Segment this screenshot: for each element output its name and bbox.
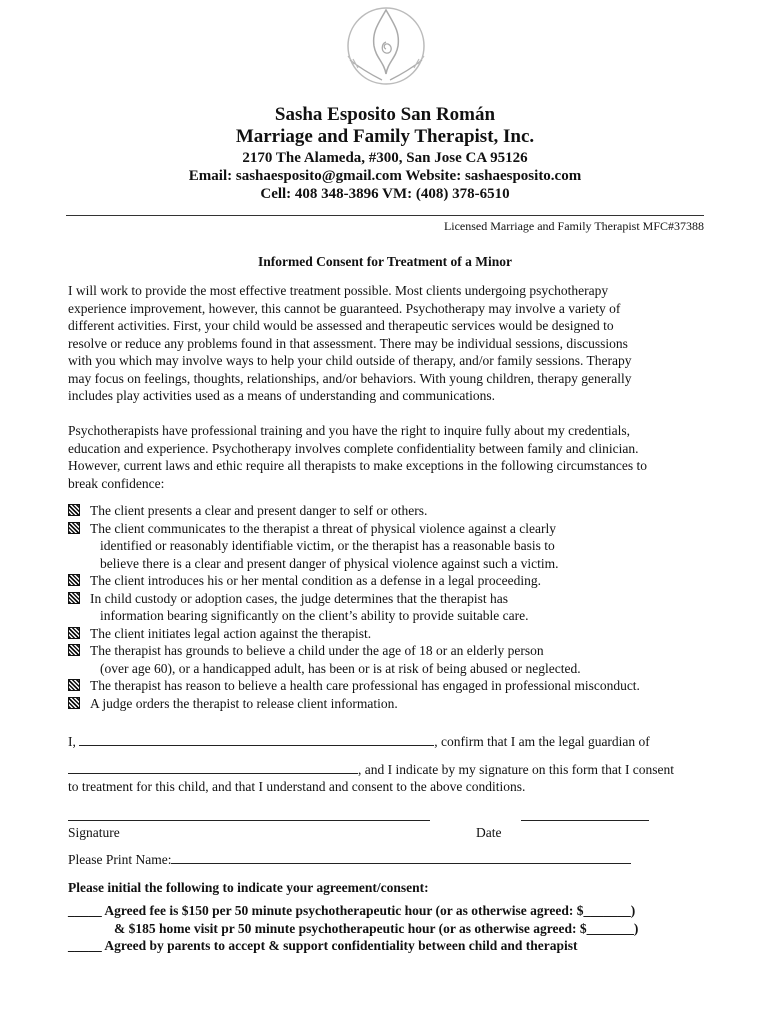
child-name-field[interactable] xyxy=(68,761,358,774)
list-item-text: The client communicates to the therapist a threat of physical violence against a clearly xyxy=(90,520,556,536)
list-item-text: In child custody or adoption cases, the judge determines that the therapist has xyxy=(90,590,509,606)
list-item-text: The therapist has grounds to believe a child under the age of 18 or an elderly person xyxy=(90,643,544,658)
license-number: Licensed Marriage and Family Therapist MFC#37388 xyxy=(443,219,704,233)
exceptions-list xyxy=(68,502,708,712)
guardian-line-3: to treatment for this child, and that I understand and consent to the above conditions. xyxy=(68,779,526,794)
date-field[interactable] xyxy=(521,820,649,821)
paragraph-line: includes play activities used as a means of understanding and communications. xyxy=(68,388,496,403)
signature-label: Signature xyxy=(68,825,120,840)
paragraph-line: break confidence: xyxy=(68,475,165,491)
practice-name: Marriage and Family Therapist, Inc. xyxy=(235,126,535,147)
phone-line: Cell: 408 348-3896 VM: (408) 378-6510 xyxy=(260,186,510,202)
bullet-icon xyxy=(68,644,80,656)
initial-blank[interactable]: _____ xyxy=(68,938,102,953)
list-item-text: (over age 60), or a handicapped adult, has been or is at risk of being abused or neglected. xyxy=(100,660,581,676)
terms-list xyxy=(68,902,708,955)
list-item xyxy=(68,572,708,590)
paragraph-line: with you which may involve ways to help your child outside of therapy, and/or family sessions. Therapy xyxy=(68,353,632,368)
list-item-text: information bearing significantly on the client’s ability to provide suitable care. xyxy=(100,608,529,623)
bullet-icon xyxy=(68,627,80,639)
home-visit-term: & $185 home visit pr 50 minute psychotherapeutic hour (or as otherwise agreed: $_______) xyxy=(114,920,639,936)
list-item-text: A judge orders the therapist to release client information. xyxy=(90,695,398,711)
address: 2170 The Alameda, #300, San Jose CA 95126 xyxy=(242,150,528,166)
list-item xyxy=(68,677,708,695)
bullet-icon xyxy=(68,522,80,534)
contact-line: Email: sashaesposito@gmail.com Website: sashaesposito.com xyxy=(188,168,582,184)
paragraph-line: resolve or reduce any problems found in that assessment. There may be individual sessions, discussions xyxy=(68,335,628,351)
paragraph-line: However, current laws and ethic require all therapists to make exceptions in the following circumstances to xyxy=(68,458,648,473)
guardian-suffix-text: , and I indicate by my signature on this form that I consent xyxy=(358,761,675,777)
paragraph-line: I will work to provide the most effective treatment possible. Most clients undergoing psychotherapy xyxy=(68,283,609,298)
list-item-text: The client initiates legal action against the therapist. xyxy=(90,625,372,641)
list-item-text: believe there is a clear and present danger of physical violence against such a victim. xyxy=(100,555,559,571)
bullet-icon xyxy=(68,574,80,586)
list-item xyxy=(68,642,708,677)
paragraph-confidentiality xyxy=(68,422,708,492)
initial-heading: Please initial the following to indicate your agreement/consent: xyxy=(68,880,429,895)
print-name-field[interactable] xyxy=(171,851,631,864)
header-divider xyxy=(66,215,704,216)
confidentiality-term xyxy=(68,937,708,955)
print-name-label: Please Print Name: xyxy=(68,852,172,867)
initial-blank[interactable]: _____ xyxy=(68,903,102,918)
guardian-line-1 xyxy=(68,733,708,751)
paragraph-treatment xyxy=(68,282,708,405)
guardian-mid-text: , confirm that I am the legal guardian of xyxy=(434,734,650,749)
fee-term-text: Agreed fee is $150 per 50 minute psychotherapeutic hour (or as otherwise agreed: $_______) xyxy=(101,903,636,918)
paragraph-line: Psychotherapists have professional training and you have the right to inquire fully about my credentials, xyxy=(68,423,630,438)
paragraph-line: different activities. First, your child would be assessed and therapeutic services would be designed to xyxy=(68,318,614,333)
guardian-prefix: I, xyxy=(68,734,76,749)
paragraph-line: education and experience. Psychotherapy involves complete confidentiality between family and clinician. xyxy=(68,440,639,456)
bullet-icon xyxy=(68,592,80,604)
bullet-icon xyxy=(68,679,80,691)
paragraph-line: may focus on feelings, thoughts, relationships, and/or behaviors. With young children, therapy generally xyxy=(68,370,632,386)
date-label: Date xyxy=(476,825,502,840)
fee-term xyxy=(68,902,708,920)
list-item xyxy=(68,625,708,643)
list-item-text: The therapist has reason to believe a health care professional has engaged in professional misconduct. xyxy=(90,678,640,693)
logo-emblem xyxy=(326,2,446,98)
list-item xyxy=(68,590,708,625)
bullet-icon xyxy=(68,697,80,709)
signature-field[interactable] xyxy=(68,820,430,821)
bullet-icon xyxy=(68,504,80,516)
confidentiality-term-text: Agreed by parents to accept & support confidentiality between child and therapist xyxy=(101,938,578,953)
guardian-line-2 xyxy=(68,761,708,779)
guardian-name-field[interactable] xyxy=(79,733,434,746)
list-item xyxy=(68,502,708,520)
paragraph-line: experience improvement, however, this cannot be guaranteed. Psychotherapy may involve a variety of xyxy=(68,300,621,316)
print-name-row xyxy=(68,851,631,868)
list-item-text: The client introduces his or her mental condition as a defense in a legal proceeding. xyxy=(90,573,541,588)
list-item-text: The client presents a clear and present danger to self or others. xyxy=(90,503,428,518)
guardian-statement xyxy=(68,733,708,796)
list-item-text: identified or reasonably identifiable victim, or the therapist has a reasonable basis to xyxy=(100,538,555,553)
therapist-name: Sasha Esposito San Román xyxy=(274,104,496,125)
list-item xyxy=(68,520,708,573)
document-title: Informed Consent for Treatment of a Minor xyxy=(258,254,512,269)
list-item xyxy=(68,695,708,713)
